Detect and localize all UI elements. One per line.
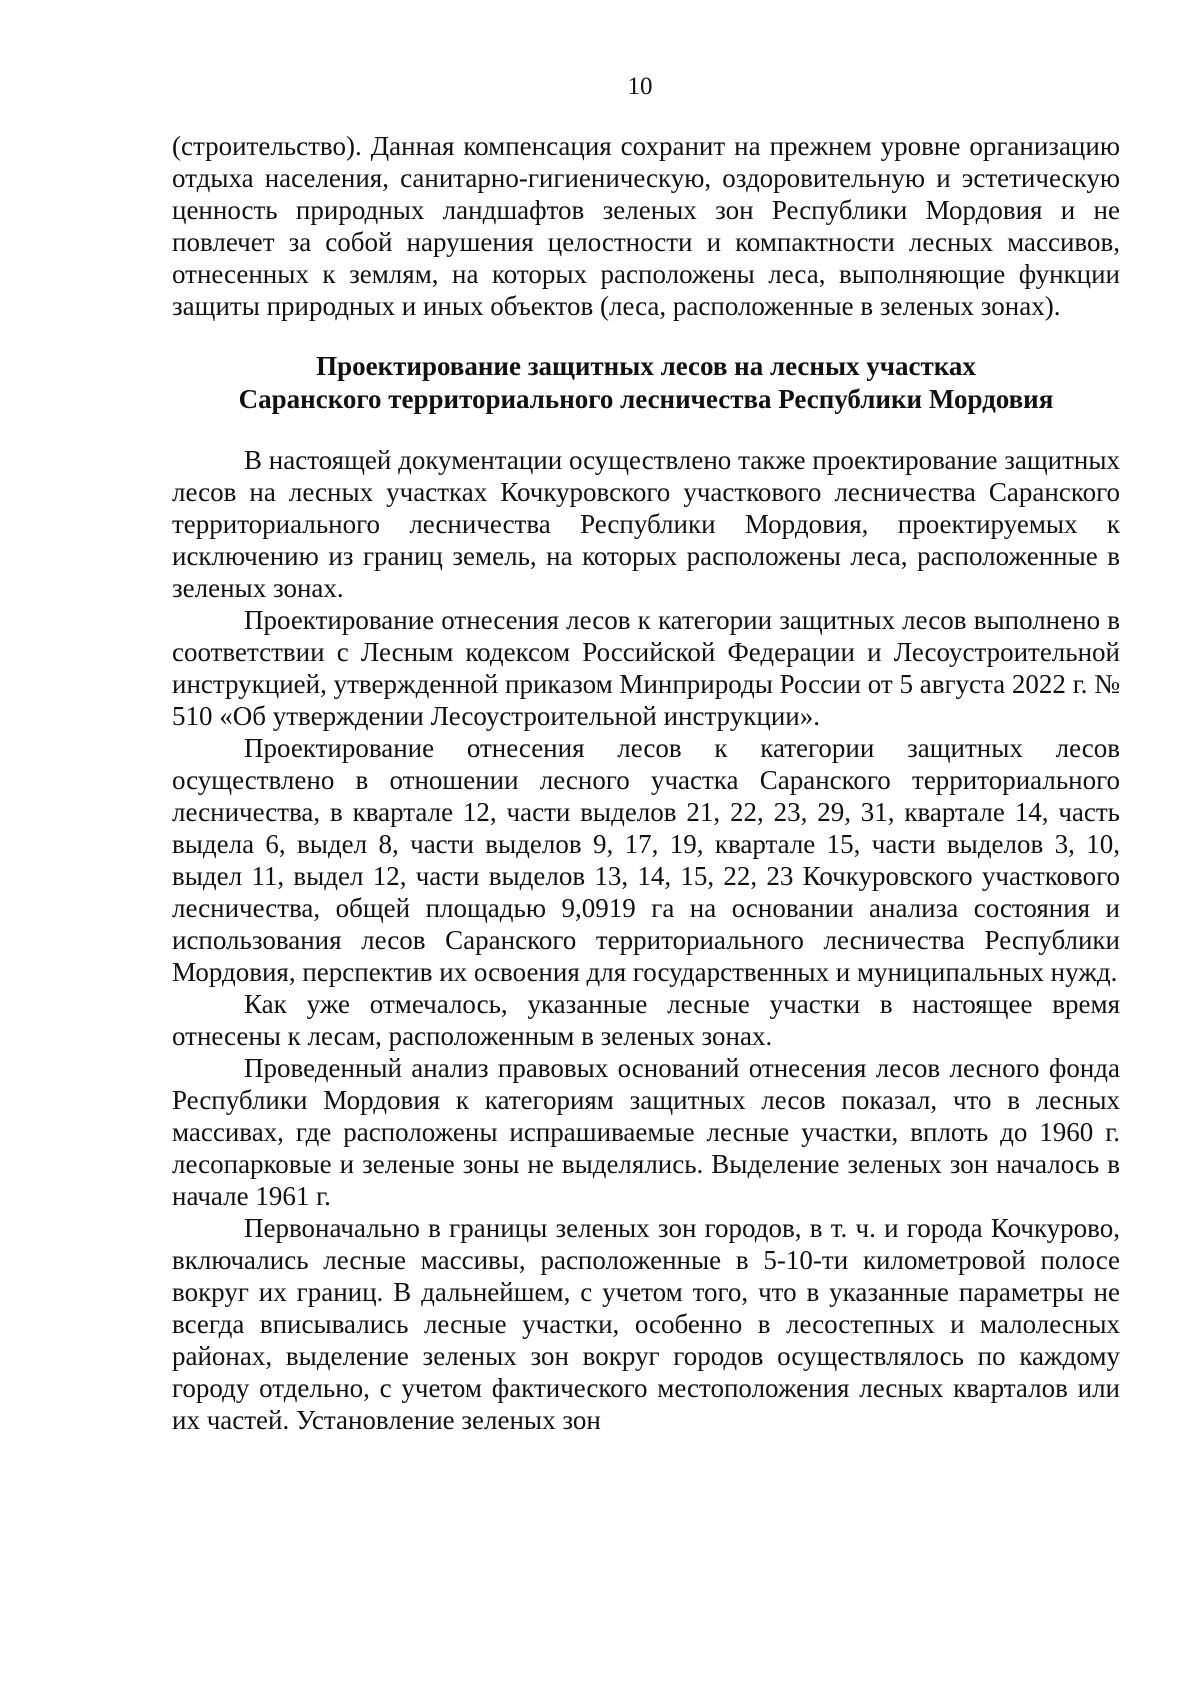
section-heading — [172, 350, 1120, 416]
intro-paragraph: (строительство). Данная компенсация сохранит на прежнем уровне организацию отдыха населения, санитарно-гигиеническую, оздоровительную и эстетическую ценность природных ландшафтов зеленых зон Республики Мордовия и не повлечет за собой нарушения целостности и компактности лесных массивов, отнесенных к землям, на которых расположены леса, выполняющие функции защиты природных и иных объектов (леса, расположенные в зеленых зонах). — [172, 131, 1120, 321]
section-heading-line-2: Саранского территориального лесничества Республики Мордовия — [238, 384, 1054, 414]
paragraph: Проектирование отнесения лесов к категории защитных лесов выполнено в соответствии с Лесным кодексом Российской Федерации и Лесоустроительной инструкцией, утвержденной приказом Минприроды России от 5 августа 2022 г. № 510 «Об утверждении Лесоустроительной инструкции». — [172, 605, 1120, 731]
section-heading-line-1: Проектирование защитных лесов на лесных участках — [316, 351, 976, 381]
paragraph: Проектирование отнесения лесов к категории защитных лесов осуществлено в отношении лесного участка Саранского территориального лесничества, в квартале 12, части выделов 21, 22, 23, 29, 31, квартале 14, часть выдела 6, выдел 8, части выделов 9, 17, 19, квартале 15, части выделов 3, 10, выдел 11, выдел 12, части выделов 13, 14, 15, 22, 23 Кочкуровского участкового лесничества, общей площадью 9,0919 га на основании анализа состояния и использования лесов Саранского территориального лесничества Республики Мордовия, перспектив их освоения для государственных и муниципальных нужд. — [172, 733, 1120, 987]
document-body — [172, 130, 1120, 1436]
paragraph: Как уже отмечалось, указанные лесные участки в настоящее время отнесены к лесам, расположенным в зеленых зонах. — [172, 989, 1120, 1051]
paragraph: Проведенный анализ правовых оснований отнесения лесов лесного фонда Республики Мордовия к категориям защитных лесов показал, что в лесных массивах, где расположены испрашиваемые лесные участки, вплоть до 1960 г. лесопарковые и зеленые зоны не выделялись. Выделение зеленых зон началось в начале 1961 г. — [172, 1053, 1120, 1211]
page-number: 10 — [627, 73, 653, 100]
paragraph: В настоящей документации осуществлено также проектирование защитных лесов на лесных участках Кочкуровского участкового лесничества Саранского территориального лесничества Республики Мордовия, проектируемых к исключению из границ земель, на которых расположены леса, расположенные в зеленых зонах. — [172, 445, 1120, 603]
paragraph: Первоначально в границы зеленых зон городов, в т. ч. и города Кочкурово, включались лесные массивы, расположенные в 5-10-ти километровой полосе вокруг их границ. В дальнейшем, с учетом того, что в указанные параметры не всегда вписывались лесные участки, особенно в лесостепных и малолесных районах, выделение зеленых зон вокруг городов осуществлялось по каждому городу отдельно, с учетом фактического местоположения лесных кварталов или их частей. Установление зеленых зон — [172, 1213, 1120, 1435]
